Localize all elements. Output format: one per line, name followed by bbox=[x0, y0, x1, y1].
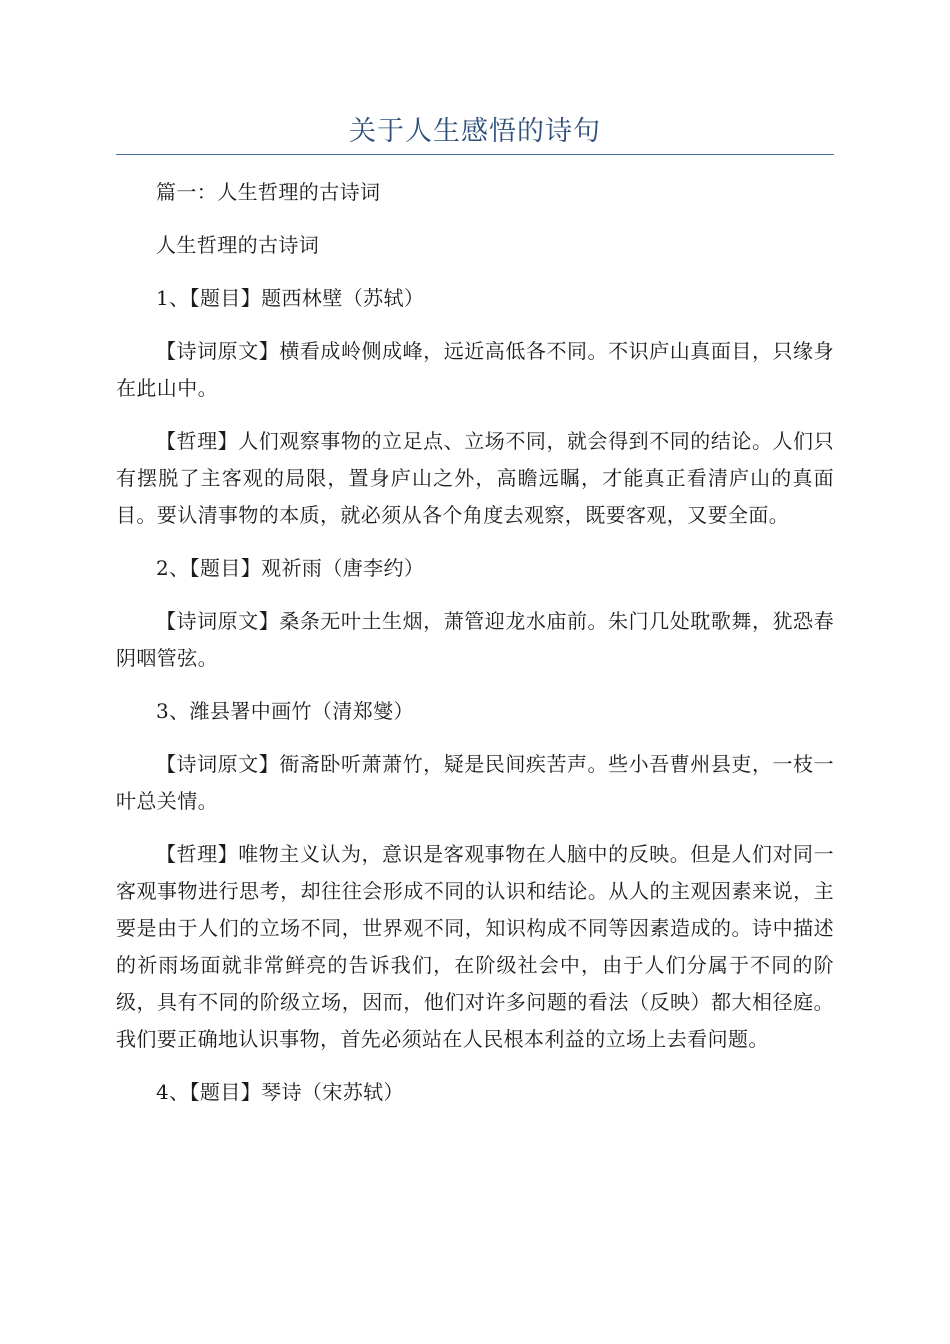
poem-title-3: 3、潍县署中画竹（清郑燮） bbox=[156, 699, 414, 723]
poem-title-2: 2、【题目】观祈雨（唐李约） bbox=[156, 556, 425, 580]
title-underline bbox=[116, 154, 834, 155]
philosophy-3: 【哲理】唯物主义认为，意识是客观事物在人脑中的反映。但是人们对同一客观事物进行思考，却往往会形成不同的认识和结论。从人的主观因素来说，主要是由于人们的立场不同，世界观不同，知识构成不同等因素造成的。诗中描述的祈雨场面就非常鲜亮的告诉我们，在阶级社会中，由于人们分属于不同的阶级，具有不同的阶级立场，因而，他们对许多问题的看法（反映）都大相径庭。我们要正确地认识事物，首先必须站在人民根本利益的立场上去看问题。 bbox=[116, 842, 834, 1051]
poem-title-4: 4、【题目】琴诗（宋苏轼） bbox=[156, 1080, 404, 1104]
poem-text-2: 【诗词原文】桑条无叶土生烟，萧管迎龙水庙前。朱门几处耽歌舞，犹恐春阴咽管弦。 bbox=[116, 609, 834, 670]
poem-title-1: 1、【题目】题西林壁（苏轼） bbox=[156, 286, 425, 310]
section-heading: 篇一：人生哲理的古诗词 bbox=[156, 180, 381, 204]
poem-text-1: 【诗词原文】横看成岭侧成峰，远近高低各不同。不识庐山真面目，只缘身在此山中。 bbox=[116, 339, 834, 400]
poem-text-3: 【诗词原文】衙斋卧听萧萧竹，疑是民间疾苦声。些小吾曹州县吏，一枝一叶总关情。 bbox=[116, 752, 834, 813]
document-title: 关于人生感悟的诗句 bbox=[349, 116, 601, 147]
subheading: 人生哲理的古诗词 bbox=[156, 233, 320, 257]
document-body bbox=[116, 174, 834, 1111]
philosophy-1: 【哲理】人们观察事物的立足点、立场不同，就会得到不同的结论。人们只有摆脱了主客观的局限，置身庐山之外，高瞻远瞩，才能真正看清庐山的真面目。要认清事物的本质，就必须从各个角度去观察，既要客观，又要全面。 bbox=[116, 429, 834, 527]
